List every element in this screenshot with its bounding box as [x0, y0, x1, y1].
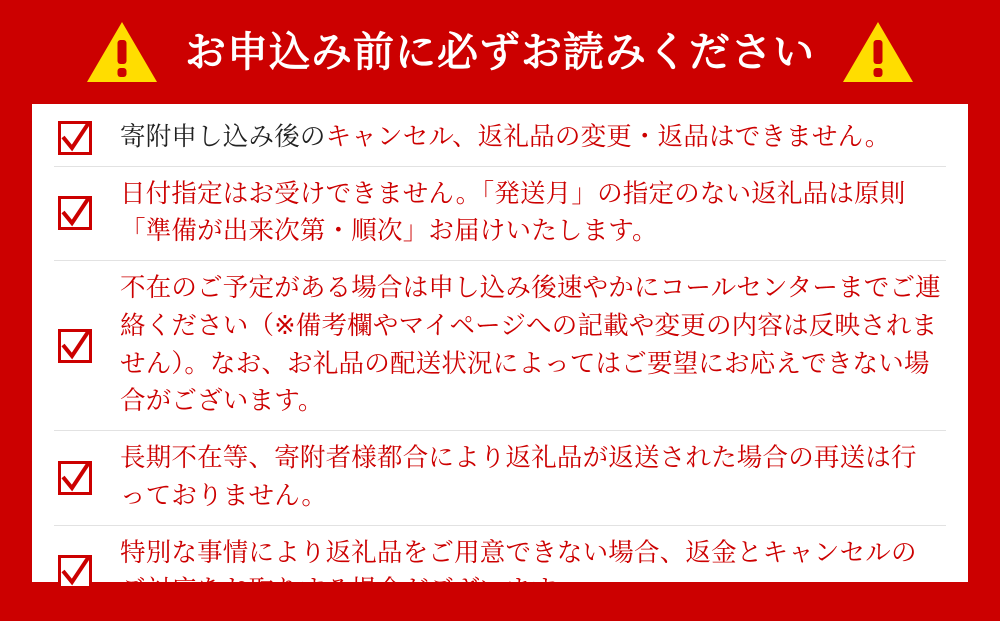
- list-item: [54, 526, 946, 619]
- checkbox-cell: [54, 329, 120, 363]
- checkbox-checked-icon: [58, 121, 92, 155]
- checkbox-cell: [54, 555, 120, 589]
- notice-text-part: 寄附申し込み後の: [120, 123, 326, 151]
- checkbox-checked-icon: [58, 555, 92, 589]
- notice-text: 長期不在等、寄附者様都合により返礼品が返送された場合の再送は行っておりません。: [120, 444, 917, 510]
- banner-header: [0, 0, 1000, 104]
- checkbox-checked-icon: [58, 329, 92, 363]
- checkbox-cell: [54, 121, 120, 155]
- list-item: [54, 167, 946, 261]
- notice-card: [32, 104, 968, 605]
- warning-triangle-icon: [841, 20, 915, 84]
- checkbox-checked-icon: [58, 461, 92, 495]
- notice-text: [120, 119, 946, 157]
- notice-text: 日付指定はお受けできません。「発送月」の指定のない返礼品は原則「準備が出来次第・順次」お届けいたします。: [120, 179, 906, 246]
- list-item: [54, 110, 946, 167]
- page-title: お申込み前に必ずお読みください: [185, 28, 815, 75]
- checkbox-checked-icon: [58, 196, 92, 230]
- notice-text: 特別な事情により返礼品をご用意できない場合、返金とキャンセルのご対応をお取りする場合がございます。: [120, 538, 917, 605]
- checkbox-cell: [54, 196, 120, 230]
- checkbox-cell: [54, 461, 120, 495]
- warning-triangle-icon: [85, 20, 159, 84]
- list-item: [54, 261, 946, 431]
- notice-text: 不在のご予定がある場合は申し込み後速やかにコールセンターまでご連絡ください（※備考欄やマイページへの記載や変更の内容は反映されません）。なお、お礼品の配送状況によってはご要望にお応えできない場合がございます。: [120, 274, 941, 416]
- notice-text-part: キャンセル、返礼品の変更・返品はできません。: [325, 123, 891, 151]
- list-item: [54, 431, 946, 525]
